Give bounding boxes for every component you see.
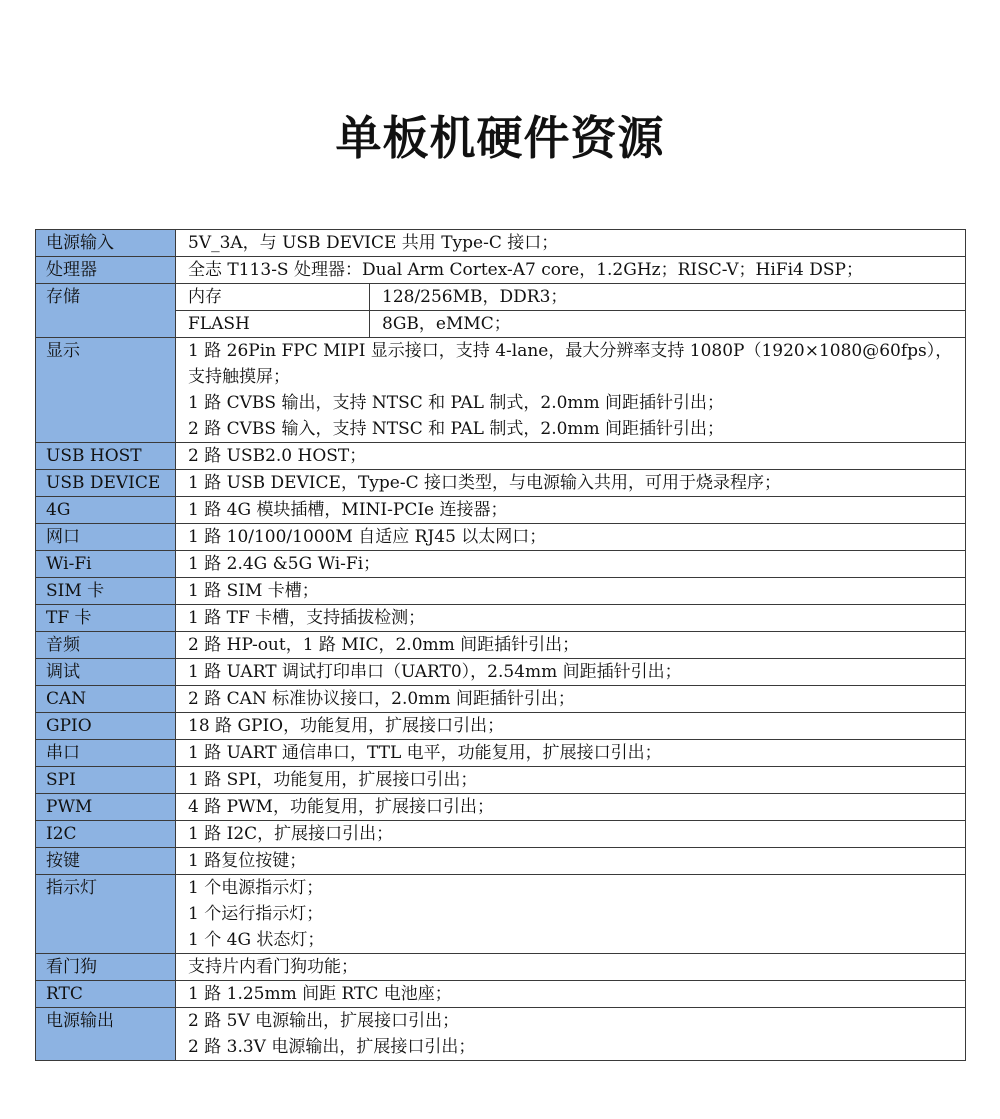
row-value [176,257,966,284]
row-label: 电源输入 [36,230,176,257]
table-row-watchdog [36,954,966,981]
table-row-tf-card [36,605,966,632]
row-label: PWM [36,794,176,821]
row-value-line: 4 路 PWM，功能复用，扩展接口引出； [188,797,494,817]
table-row-sim-card [36,578,966,605]
table-row-i2c [36,821,966,848]
row-label: Wi-Fi [36,551,176,578]
row-value [176,659,966,686]
row-value [176,524,966,551]
row-value [176,338,966,443]
row-value [176,632,966,659]
table-row-spi [36,767,966,794]
row-value-line: 2 路 HP-out，1 路 MIC，2.0mm 间距插针引出； [188,635,580,655]
row-value-line: 支持片内看门狗功能； [188,957,358,977]
table-row-indicator-lights [36,875,966,954]
row-label: USB HOST [36,443,176,470]
table-row-can [36,686,966,713]
table-row-power-output [36,1008,966,1061]
row-value-line: 2 路 3.3V 电源输出，扩展接口引出； [188,1037,476,1057]
row-label: 指示灯 [36,875,176,954]
row-value [176,470,966,497]
row-value [176,954,966,981]
row-label: SPI [36,767,176,794]
table-row-4g [36,497,966,524]
row-value-line: 1 个 4G 状态灯； [188,930,325,950]
row-value [176,230,966,257]
row-value-line: 1 个电源指示灯； [188,878,324,898]
table-row-wifi [36,551,966,578]
row-value-line: 1 路 UART 通信串口，TTL 电平，功能复用，扩展接口引出； [188,743,662,763]
row-value [176,497,966,524]
row-value-line: 18 路 GPIO，功能复用，扩展接口引出； [188,716,505,736]
table-row-pwm [36,794,966,821]
row-label: 显示 [36,338,176,443]
row-value [176,767,966,794]
row-value [176,794,966,821]
row-value-line: 1 个运行指示灯； [188,904,324,924]
row-value-line: 2 路 CAN 标准协议接口，2.0mm 间距插针引出； [188,689,575,709]
row-label: I2C [36,821,176,848]
table-row-storage-memory [36,284,966,311]
row-value [176,848,966,875]
row-value-line: 1 路 TF 卡槽，支持插拔检测； [188,608,426,628]
table-row-usb-device [36,470,966,497]
row-value [176,1008,966,1061]
row-value [176,578,966,605]
row-label: GPIO [36,713,176,740]
row-value-line: 1 路 1.25mm 间距 RTC 电池座； [188,984,452,1004]
table-row-power-input [36,230,966,257]
row-value-line: 1 路 SPI，功能复用，扩展接口引出； [188,770,478,790]
table-row-processor [36,257,966,284]
table-row-usb-host [36,443,966,470]
row-value [176,443,966,470]
row-value-line: 1 路 USB DEVICE，Type-C 接口类型，与电源输入共用，可用于烧录程序； [188,473,781,493]
row-label: 4G [36,497,176,524]
row-label: CAN [36,686,176,713]
row-label: 按键 [36,848,176,875]
table-row-debug [36,659,966,686]
row-value-line: 1 路 4G 模块插槽，MINI-PCIe 连接器； [188,500,508,520]
row-value [176,740,966,767]
row-label: 串口 [36,740,176,767]
row-label: SIM 卡 [36,578,176,605]
row-label: TF 卡 [36,605,176,632]
table-row-display [36,338,966,443]
table-row-ethernet [36,524,966,551]
row-value [176,605,966,632]
hardware-spec-table [35,229,966,1061]
table-row-button [36,848,966,875]
table-row-audio [36,632,966,659]
row-value-line: 全志 T113-S 处理器：Dual Arm Cortex-A7 core，1.2GHz；RISC-V；HiFi4 DSP； [188,260,863,280]
row-sublabel: 内存 [176,284,370,311]
row-value: 8GB，eMMC； [370,311,966,338]
table-row-storage-flash [36,311,966,338]
row-value-line: 5V_3A，与 USB DEVICE 共用 Type-C 接口； [188,233,559,253]
row-value-line: 1 路 SIM 卡槽； [188,581,319,601]
row-label: 看门狗 [36,954,176,981]
row-value-line: 1 路 26Pin FPC MIPI 显示接口，支持 4-lane，最大分辨率支持 1080P（1920×1080@60fps）， [188,341,953,361]
row-value [176,875,966,954]
row-label: 音频 [36,632,176,659]
row-label: USB DEVICE [36,470,176,497]
table-row-rtc [36,981,966,1008]
row-value-line: 2 路 CVBS 输入，支持 NTSC 和 PAL 制式，2.0mm 间距插针引出； [188,419,725,439]
row-label: 存储 [36,284,176,338]
row-value-line: 1 路 2.4G &5G Wi-Fi； [188,554,381,574]
row-value-line: 2 路 USB2.0 HOST； [188,446,367,466]
table-row-gpio [36,713,966,740]
row-label: 网口 [36,524,176,551]
row-value-line: 1 路 CVBS 输出，支持 NTSC 和 PAL 制式，2.0mm 间距插针引出； [188,393,725,413]
row-value [176,713,966,740]
row-value [176,686,966,713]
row-value [176,981,966,1008]
row-value-line: 1 路 UART 调试打印串口（UART0），2.54mm 间距插针引出； [188,662,682,682]
row-value: 128/256MB，DDR3； [370,284,966,311]
row-value [176,551,966,578]
row-value-line: 支持触摸屏； [188,367,290,387]
row-value-line: 1 路 I2C，扩展接口引出； [188,824,394,844]
row-value-line: 2 路 5V 电源输出，扩展接口引出； [188,1011,460,1031]
row-value-line: 1 路 10/100/1000M 自适应 RJ45 以太网口； [188,527,547,547]
row-sublabel: FLASH [176,311,370,338]
page-title: 单板机硬件资源 [335,111,665,165]
row-label: 电源输出 [36,1008,176,1061]
row-value-line: 1 路复位按键； [188,851,307,871]
table-row-serial-port [36,740,966,767]
row-label: 处理器 [36,257,176,284]
row-label: RTC [36,981,176,1008]
row-label: 调试 [36,659,176,686]
row-value [176,821,966,848]
